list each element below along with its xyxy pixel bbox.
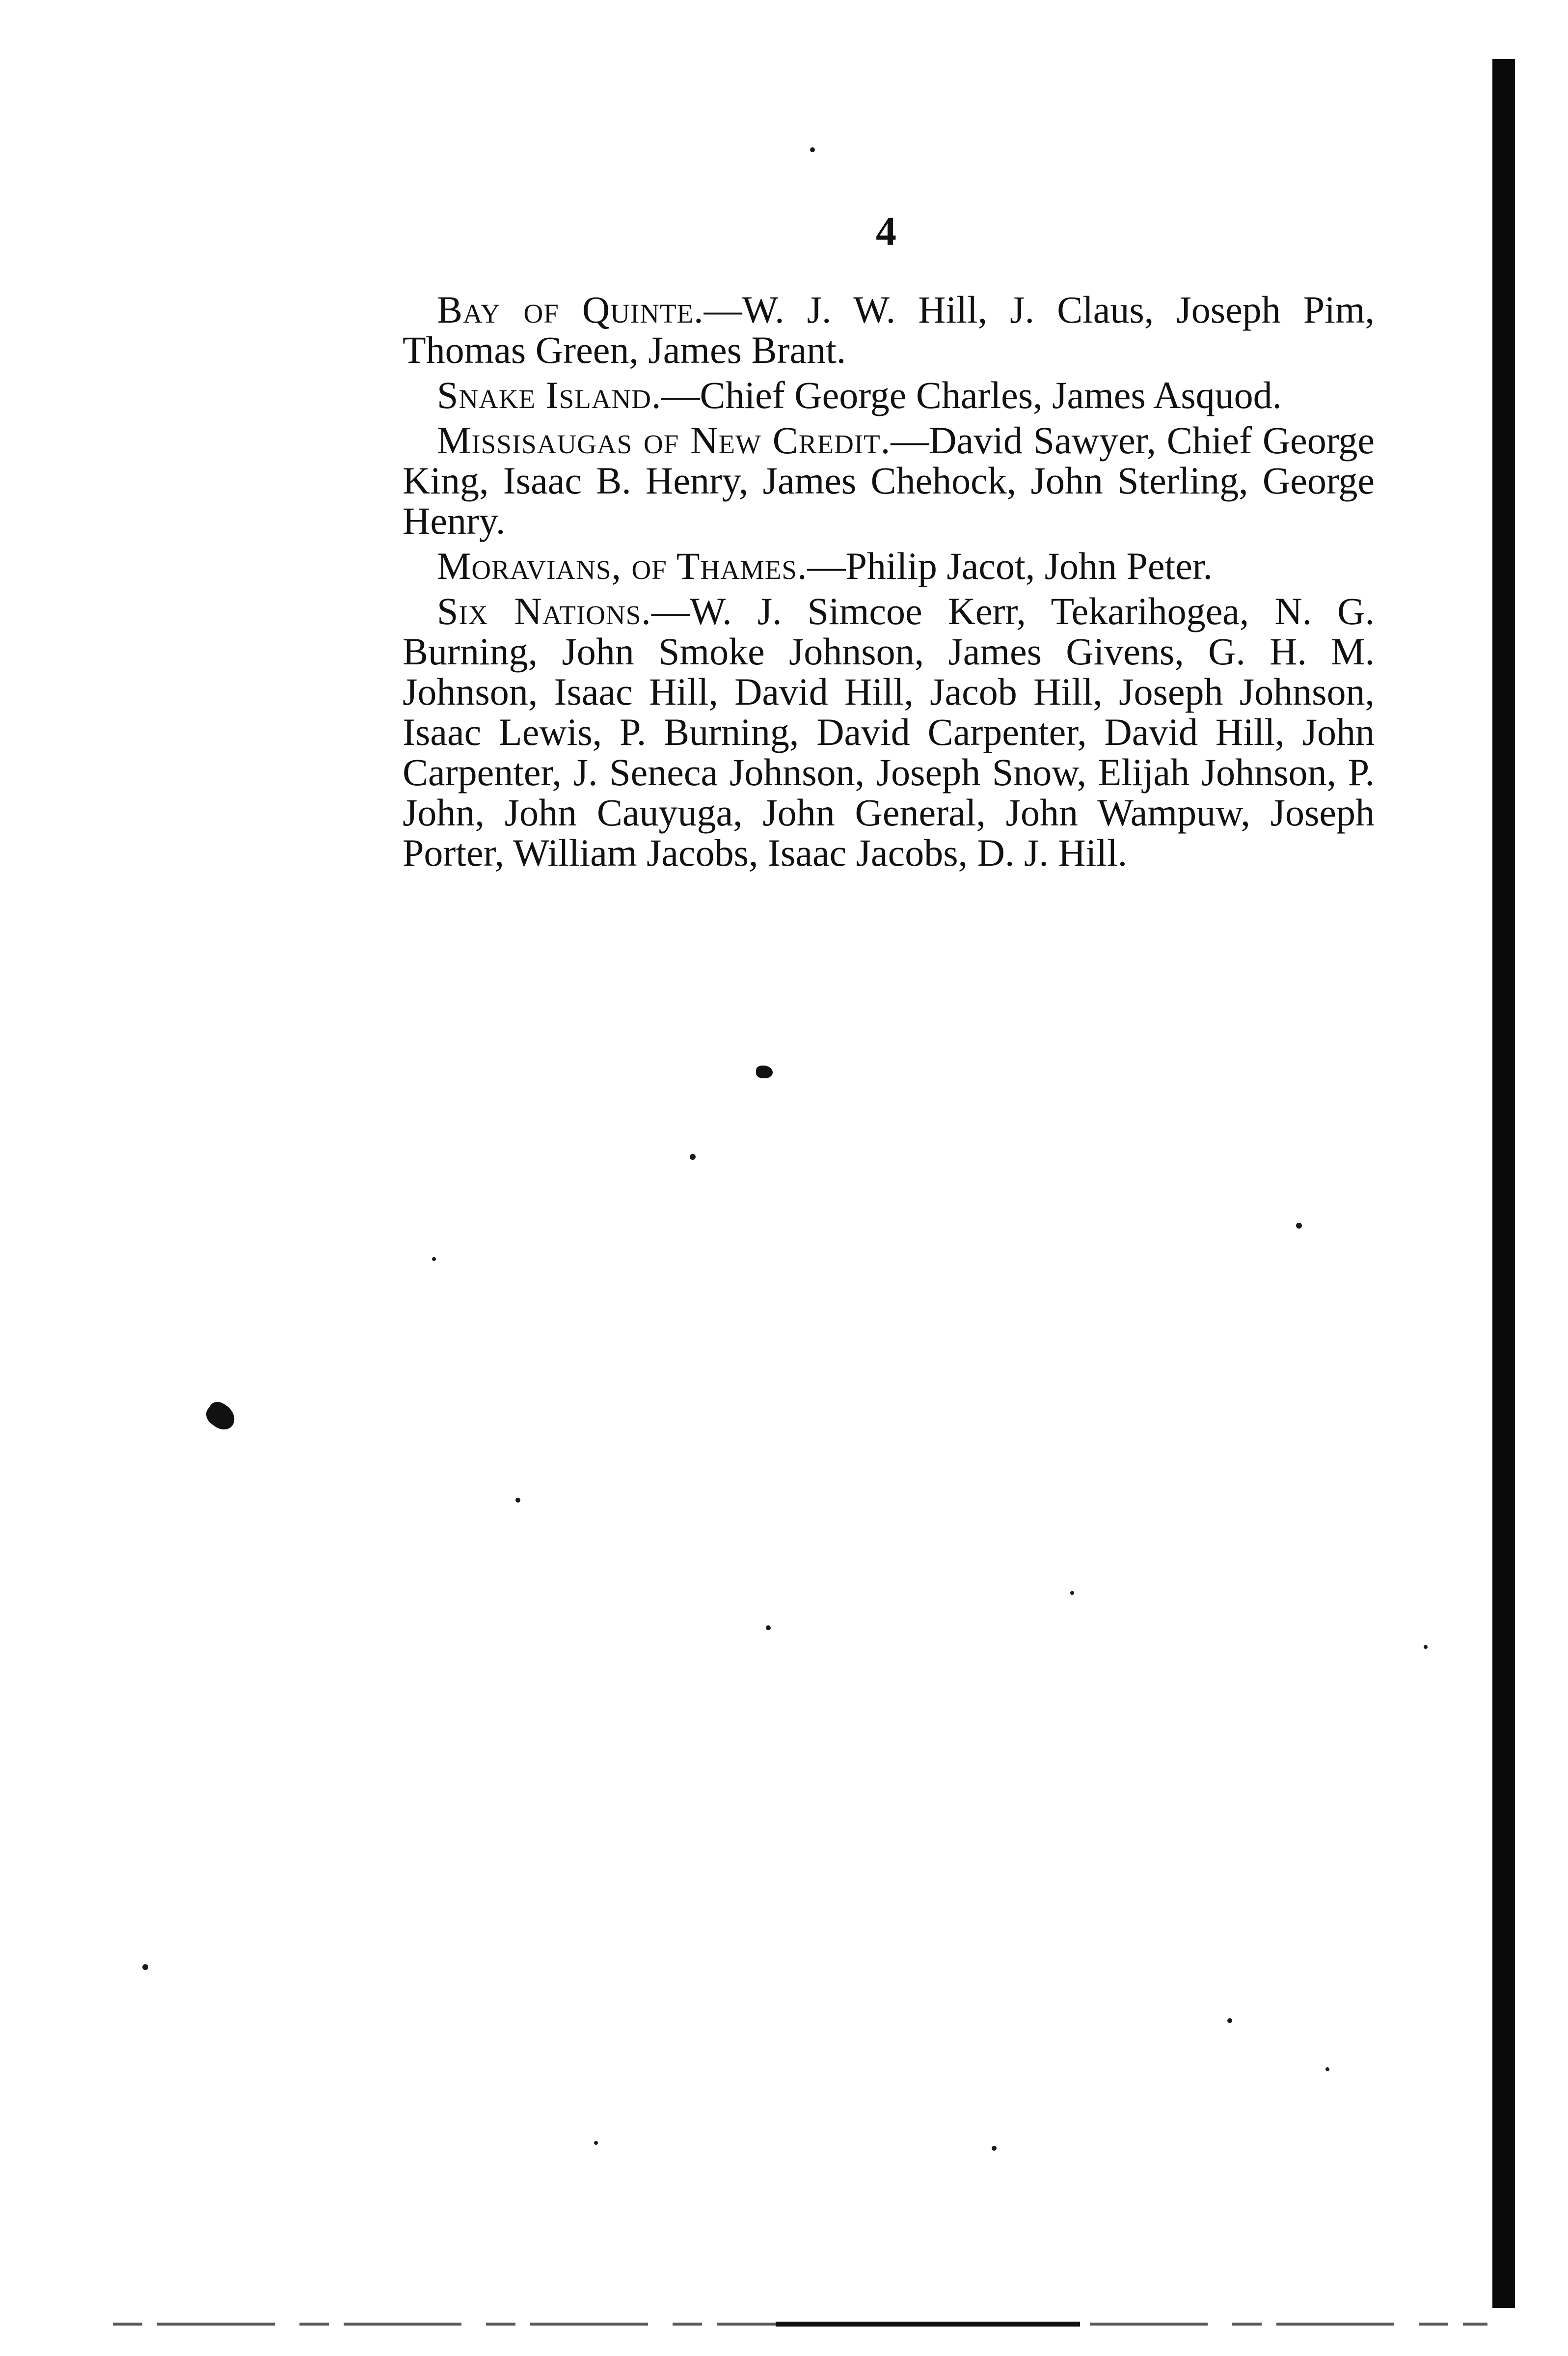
scan-speck	[1227, 2018, 1232, 2023]
entry-heading: Snake Island.	[437, 374, 662, 416]
bottom-edge-artifact	[776, 2322, 1080, 2327]
scan-speck	[766, 1625, 771, 1630]
scan-speck	[810, 147, 815, 152]
entry-names: W. J. Simcoe Kerr, Tekarihogea, N. G. Burning, John Smoke Johnson, James Givens, G. H. M. Johnson, Isaac Hill, David Hill, Jacob Hill, Joseph Johnson, Isaac Lewis, P. Burning, David Carpenter, David Hill, John Carpenter, J. Seneca Johnson, Joseph Snow, Elijah Johnson, P. John, John Cauyuga, John General, John Wampuw, Joseph Porter, William Jacobs, Isaac Jacobs, D. J. Hill.	[403, 590, 1375, 874]
entry-snake-island: Snake Island.—Chief George Charles, James Asquod.	[437, 374, 1282, 416]
delegate-list	[403, 290, 1375, 878]
entry-heading: Bay of Quinte.	[437, 288, 704, 331]
entry-moravians-of-thames: Moravians, of Thames.—Philip Jacot, John Peter.	[437, 545, 1213, 587]
entry-six-nations: Six Nations.—W. J. Simcoe Kerr, Tekarihogea, N. G. Burning, John Smoke Johnson, James Givens, G. H. M. Johnson, Isaac Hill, David Hill, Jacob Hill, Joseph Johnson, Isaac Lewis, P. Burning, David Carpenter, David Hill, John Carpenter, J. Seneca Johnson, Joseph Snow, Elijah Johnson, P. John, John Cauyuga, John General, John Wampuw, Joseph Porter, William Jacobs, Isaac Jacobs, D. J. Hill.	[403, 590, 1375, 874]
ink-blot	[202, 1398, 240, 1434]
scan-speck	[432, 1257, 436, 1261]
page-edge-shadow	[1492, 59, 1515, 2308]
entry-heading: Six Nations.	[437, 590, 651, 632]
scan-speck	[515, 1498, 520, 1503]
scan-speck	[594, 2141, 598, 2145]
scan-speck	[992, 2146, 997, 2151]
entry-names: Philip Jacot, John Peter.	[845, 545, 1213, 587]
entry-names: W. J. W. Hill, J. Claus, Joseph Pim, Thomas Green, James Brant.	[403, 288, 1375, 371]
scan-speck	[690, 1154, 696, 1160]
scan-speck	[1070, 1591, 1074, 1595]
scan-speck	[142, 1964, 148, 1970]
scan-speck	[1424, 1645, 1428, 1649]
scan-speck	[1325, 2067, 1329, 2071]
entry-missisaugas-of-new-credit: Missisaugas of New Credit.—David Sawyer, Chief George King, Isaac B. Henry, James Chehock, John Sterling, George Henry.	[403, 419, 1375, 542]
scan-speck	[1296, 1223, 1302, 1229]
entry-heading: Missisaugas of New Credit.	[437, 419, 891, 462]
entry-bay-of-quinte: Bay of Quinte.—W. J. W. Hill, J. Claus, Joseph Pim, Thomas Green, James Brant.	[403, 288, 1375, 371]
page-number: 4	[876, 209, 896, 254]
entry-names: David Sawyer, Chief George King, Isaac B. Henry, James Chehock, John Sterling, George Henry.	[403, 419, 1375, 542]
ink-blot	[756, 1066, 773, 1078]
entry-names: Chief George Charles, James Asquod.	[700, 374, 1282, 416]
entry-heading: Moravians, of Thames.	[437, 545, 808, 587]
